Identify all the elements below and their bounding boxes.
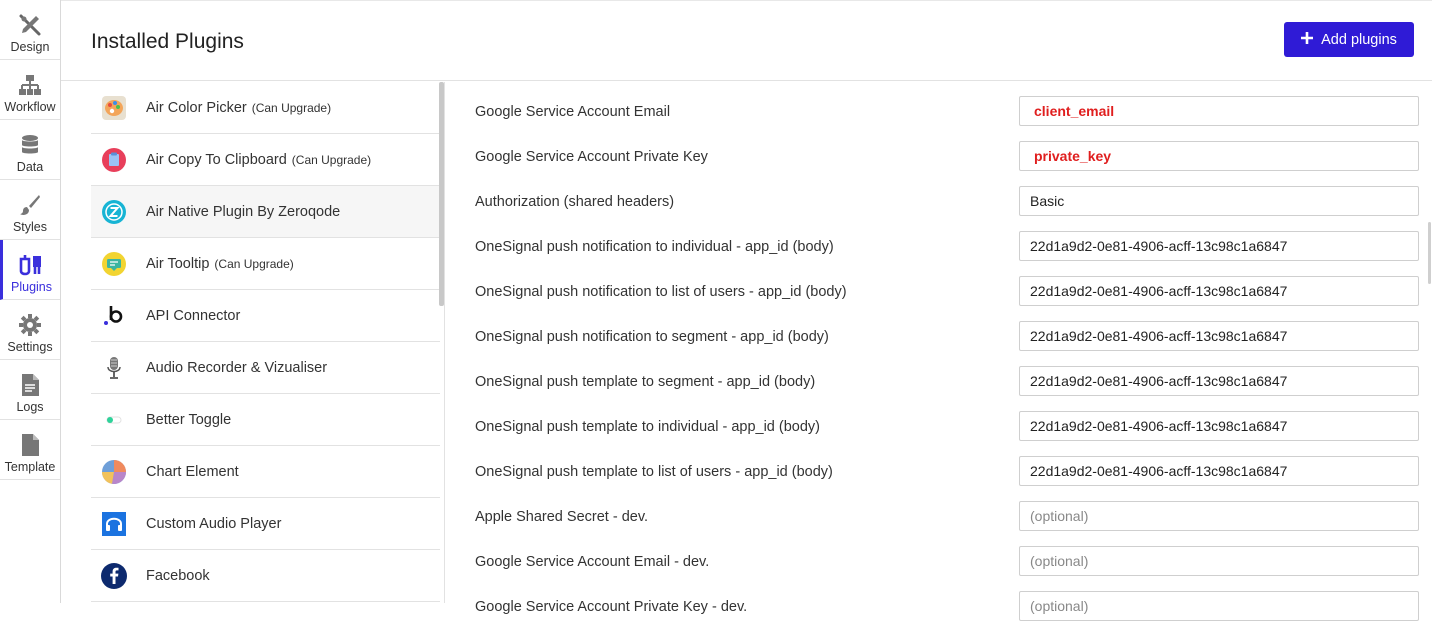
list-item[interactable] xyxy=(91,394,440,446)
clipboard-icon xyxy=(101,147,126,172)
nav-label: Plugins xyxy=(11,280,52,294)
bubble-b-icon xyxy=(101,303,126,328)
zeroqode-icon xyxy=(101,199,126,224)
plugin-name: Air Native Plugin By Zeroqode xyxy=(146,203,341,220)
toggle-icon xyxy=(101,407,126,432)
google-service-account-email-dev-input[interactable] xyxy=(1019,546,1419,576)
nav-label: Design xyxy=(10,40,50,54)
onesignal-segment-app-id-input[interactable] xyxy=(1019,321,1419,351)
add-plugins-button[interactable] xyxy=(1284,22,1414,57)
page-header xyxy=(61,0,1432,81)
brush-icon xyxy=(18,193,42,217)
setting-label: Google Service Account Email xyxy=(475,104,671,120)
nav-label: Settings xyxy=(7,340,53,354)
setting-label: Authorization (shared headers) xyxy=(475,194,675,210)
plug-icon xyxy=(20,253,44,277)
setting-label: OneSignal push notification to individual - app_id (body) xyxy=(475,239,834,255)
nav-item-data[interactable] xyxy=(0,120,60,180)
list-item[interactable] xyxy=(91,238,440,290)
nav-item-logs[interactable] xyxy=(0,360,60,420)
setting-row xyxy=(445,127,1432,172)
tooltip-icon xyxy=(101,251,126,276)
nav-item-template[interactable] xyxy=(0,420,60,480)
setting-label: Apple Shared Secret - dev. xyxy=(475,509,649,525)
setting-row xyxy=(445,217,1432,262)
page-scrollbar[interactable] xyxy=(1428,222,1431,284)
setting-label: OneSignal push template to individual - app_id (body) xyxy=(475,419,820,435)
plugin-upgrade-note: (Can Upgrade) xyxy=(251,100,332,115)
template-icon xyxy=(18,433,42,457)
microphone-icon xyxy=(101,355,126,380)
plugin-settings-form xyxy=(445,82,1432,615)
apple-shared-secret-dev-input[interactable] xyxy=(1019,501,1419,531)
onesignal-individual-app-id-input[interactable] xyxy=(1019,231,1419,261)
setting-row xyxy=(445,352,1432,397)
pie-chart-icon xyxy=(101,459,126,484)
list-item[interactable] xyxy=(91,498,440,550)
setting-row xyxy=(445,262,1432,307)
nav-item-settings[interactable] xyxy=(0,300,60,360)
list-item[interactable] xyxy=(91,186,440,238)
list-item[interactable] xyxy=(91,446,440,498)
list-item[interactable] xyxy=(91,342,440,394)
onesignal-template-list-app-id-input[interactable] xyxy=(1019,456,1419,486)
onesignal-template-segment-app-id-input[interactable] xyxy=(1019,366,1419,396)
nav-label: Styles xyxy=(12,220,48,234)
nav-label: Data xyxy=(16,160,44,174)
nav-label: Workflow xyxy=(4,100,56,114)
setting-label: Google Service Account Email - dev. xyxy=(475,554,710,570)
design-icon xyxy=(18,13,42,37)
onesignal-list-app-id-input[interactable] xyxy=(1019,276,1419,306)
setting-row xyxy=(445,397,1432,442)
list-item[interactable] xyxy=(91,290,440,342)
setting-row xyxy=(445,442,1432,487)
nav-item-plugins[interactable] xyxy=(0,240,60,300)
plugin-name: Air Color Picker xyxy=(146,99,247,116)
setting-label: OneSignal push notification to segment - app_id (body) xyxy=(475,329,829,345)
workflow-icon xyxy=(18,73,42,97)
nav-label: Logs xyxy=(16,400,44,414)
setting-row xyxy=(445,577,1432,622)
left-nav xyxy=(0,0,61,603)
plugin-name: Air Copy To Clipboard xyxy=(146,151,287,168)
gear-icon xyxy=(18,313,42,337)
google-service-account-private-key-input[interactable] xyxy=(1019,141,1419,171)
list-item[interactable] xyxy=(91,550,440,602)
google-service-account-email-input[interactable] xyxy=(1019,96,1419,126)
onesignal-template-individual-app-id-input[interactable] xyxy=(1019,411,1419,441)
setting-row xyxy=(445,82,1432,127)
plugin-name: Chart Element xyxy=(146,463,239,480)
headphones-icon xyxy=(101,511,126,536)
google-service-account-private-key-dev-input[interactable] xyxy=(1019,591,1419,621)
setting-row xyxy=(445,307,1432,352)
plugin-name: Audio Recorder & Vizualiser xyxy=(146,359,328,376)
add-plugins-label: Add plugins xyxy=(1321,31,1397,48)
setting-row xyxy=(445,172,1432,217)
list-item[interactable] xyxy=(91,134,440,186)
plugin-upgrade-note: (Can Upgrade) xyxy=(291,152,372,167)
setting-label: Google Service Account Private Key - dev. xyxy=(475,599,748,615)
facebook-icon xyxy=(101,563,126,588)
setting-label: OneSignal push template to segment - app_id (body) xyxy=(475,374,816,390)
plugin-upgrade-note: (Can Upgrade) xyxy=(214,256,294,271)
setting-row xyxy=(445,532,1432,577)
palette-icon xyxy=(101,95,126,120)
setting-label: OneSignal push template to list of users - app_id (body) xyxy=(475,464,833,480)
document-icon xyxy=(18,373,42,397)
plugin-name: Better Toggle xyxy=(146,411,232,428)
plugin-name: Air Tooltip xyxy=(146,255,210,272)
nav-item-design[interactable] xyxy=(0,0,60,60)
plugin-name: Custom Audio Player xyxy=(146,515,282,532)
nav-item-workflow[interactable] xyxy=(0,60,60,120)
page-title: Installed Plugins xyxy=(91,30,244,53)
authorization-input[interactable] xyxy=(1019,186,1419,216)
setting-row xyxy=(445,487,1432,532)
setting-label: Google Service Account Private Key xyxy=(475,149,708,165)
plugin-list xyxy=(91,82,440,603)
list-item[interactable] xyxy=(91,82,440,134)
plugin-name: API Connector xyxy=(146,307,241,324)
plugin-name: Facebook xyxy=(146,567,210,584)
nav-item-styles[interactable] xyxy=(0,180,60,240)
database-icon xyxy=(18,133,42,157)
setting-label: OneSignal push notification to list of users - app_id (body) xyxy=(475,284,847,300)
plus-icon xyxy=(1301,32,1313,48)
nav-label: Template xyxy=(4,460,56,474)
